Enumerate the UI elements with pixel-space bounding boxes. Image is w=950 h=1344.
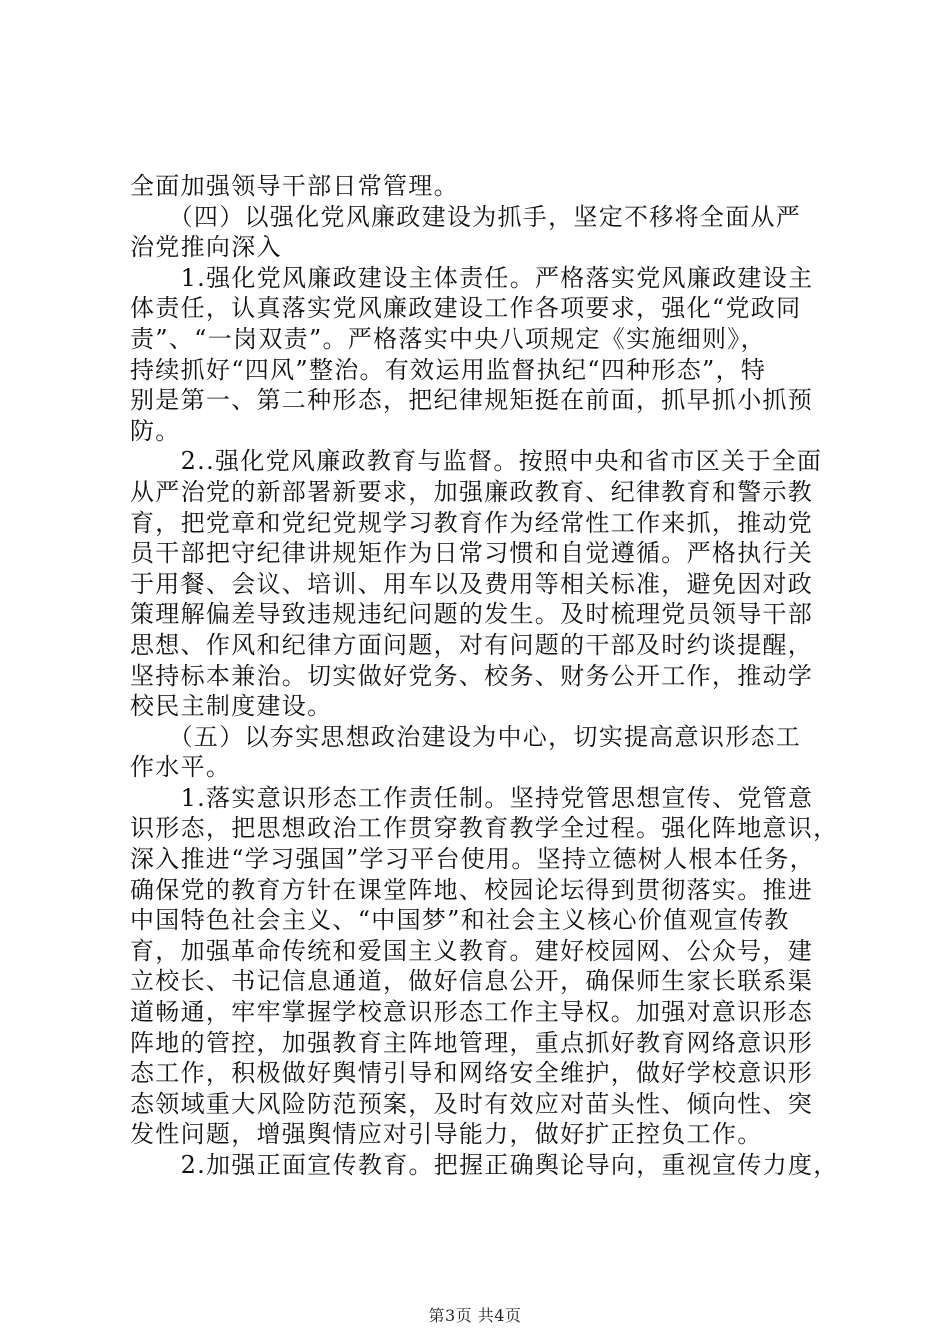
text-line: 治党推向深入 (130, 233, 282, 262)
page-footer: 第3页 共4页 (428, 1306, 522, 1325)
text-line: 别是第一、第二种形态，把纪律规矩挺在前面，抓早抓小抓预 (130, 386, 814, 415)
text-line: 思想、作风和纪律方面问题，对有问题的干部及时约谈提醒， (130, 630, 814, 659)
text-line: 识形态，把思想政治工作贯穿教育教学全过程。强化阵地意识， (130, 814, 839, 843)
text-line: 员干部把守纪律讲规矩作为日常习惯和自觉遵循。严格执行关 (130, 539, 814, 568)
text-line: 确保党的教育方针在课堂阵地、校园论坛得到贯彻落实。推进 (130, 875, 814, 904)
text-line: 态工作，积极做好舆情引导和网络安全维护，做好学校意识形 (130, 1059, 814, 1088)
text-line: 发性问题，增强舆情应对引导能力，做好扩正控负工作。 (130, 1120, 763, 1149)
text-line: 态领域重大风险防范预案，及时有效应对苗头性、倾向性、突 (130, 1089, 814, 1118)
text-line: 校民主制度建设。 (130, 692, 333, 721)
text-line: 阵地的管控，加强教育主阵地管理，重点抓好教育网络意识形 (130, 1028, 814, 1057)
text-line: 作水平。 (130, 753, 232, 782)
text-line: 立校长、书记信息通道，做好信息公开，确保师生家长联系渠 (130, 967, 814, 996)
text-line: 防。 (130, 416, 181, 445)
text-line: 道畅通，牢牢掌握学校意识形态工作主导权。加强对意识形态 (130, 998, 814, 1027)
text-line: 1.落实意识形态工作责任制。坚持党管思想宣传、党管意 (130, 783, 814, 812)
text-line: 育，加强革命传统和爱国主义教育。建好校园网、公众号，建 (130, 936, 814, 965)
text-line: 中国特色社会主义、“中国梦”和社会主义核心价值观宣传教 (130, 906, 790, 935)
document-body (130, 171, 839, 1181)
text-line: 策理解偏差导致违规违纪问题的发生。及时梳理党员领导干部 (130, 600, 814, 629)
text-line: 育，把党章和党纪党规学习教育作为经常性工作来抓，推动党 (130, 508, 814, 537)
text-line: 从严治党的新部署新要求，加强廉政教育、纪律教育和警示教 (130, 477, 814, 506)
text-line: 深入推进“学习强国”学习平台使用。坚持立德树人根本任务， (130, 845, 815, 874)
text-line: （四）以强化党风廉政建设为抓手，坚定不移将全面从严 (130, 202, 802, 231)
text-line: 全面加强领导干部日常管理。 (130, 172, 459, 200)
text-line: 体责任，认真落实党风廉政建设工作各项要求，强化“党政同 (130, 294, 802, 323)
text-line: 责”、“一岗双责”。严格落实中央八项规定《实施细则》， (130, 324, 766, 353)
text-line: （五）以夯实思想政治建设为中心，切实提高意识形态工 (130, 722, 802, 751)
text-line: 坚持标本兼治。切实做好党务、校务、财务公开工作，推动学 (130, 661, 814, 690)
text-line: 于用餐、会议、培训、用车以及费用等相关标准，避免因对政 (130, 569, 814, 598)
text-line: 2..强化党风廉政教育与监督。按照中央和省市区关于全面 (130, 447, 823, 476)
text-line: 1.强化党风廉政建设主体责任。严格落实党风廉政建设主 (130, 263, 814, 292)
text-line: 2.加强正面宣传教育。把握正确舆论导向，重视宣传力度， (130, 1151, 839, 1179)
text-line: 持续抓好“四风”整治。有效运用监督执纪“四种形态”，特 (130, 355, 767, 384)
